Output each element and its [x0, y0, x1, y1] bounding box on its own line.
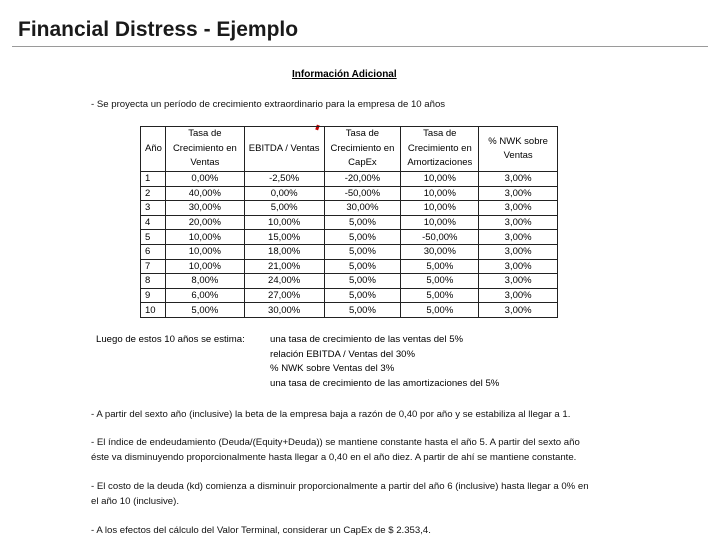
- cell-ebitda-sales: 27,00%: [244, 288, 324, 303]
- assumption-item: % NWK sobre Ventas del 3%: [270, 363, 395, 374]
- header-capex-growth: Tasa de Crecimiento en CapEx: [324, 127, 401, 172]
- cell-nwk-sales: 3,00%: [479, 186, 558, 201]
- cell-sales-growth: 6,00%: [165, 288, 244, 303]
- cell-sales-growth: 10,00%: [165, 244, 244, 259]
- note-kd-1: - El costo de la deuda (kd) comienza a disminuir proporcionalmente a partir del año 6 (inclusive) hasta llegar a 0% en: [91, 481, 589, 492]
- title-divider: [12, 46, 708, 47]
- cell-amort-growth: 10,00%: [401, 172, 479, 187]
- cell-nwk-sales: 3,00%: [479, 172, 558, 187]
- header-ebitda-sales: EBITDA / Ventas: [244, 127, 324, 172]
- cell-year: 3: [141, 201, 166, 216]
- cell-ebitda-sales: 21,00%: [244, 259, 324, 274]
- cell-amort-growth: 5,00%: [401, 303, 479, 318]
- cell-nwk-sales: 3,00%: [479, 230, 558, 245]
- note-beta: - A partir del sexto año (inclusive) la beta de la empresa baja a razón de 0,40 por año y se estabiliza al llegar a 1.: [91, 409, 571, 420]
- cell-nwk-sales: 3,00%: [479, 303, 558, 318]
- cell-amort-growth: 30,00%: [401, 244, 479, 259]
- section-heading: Información Adicional: [292, 69, 397, 80]
- cell-ebitda-sales: 30,00%: [244, 303, 324, 318]
- table-row: [141, 230, 558, 245]
- slide-title: Financial Distress - Ejemplo: [18, 18, 299, 41]
- cell-sales-growth: 10,00%: [165, 259, 244, 274]
- cell-capex-growth: 5,00%: [324, 215, 401, 230]
- cell-amort-growth: 10,00%: [401, 201, 479, 216]
- cell-nwk-sales: 3,00%: [479, 274, 558, 289]
- cell-ebitda-sales: 10,00%: [244, 215, 324, 230]
- cell-nwk-sales: 3,00%: [479, 244, 558, 259]
- cell-capex-growth: 5,00%: [324, 303, 401, 318]
- assumption-item: una tasa de crecimiento de las ventas del 5%: [270, 334, 464, 345]
- cell-sales-growth: 0,00%: [165, 172, 244, 187]
- table-row: [141, 303, 558, 318]
- table-row: [141, 274, 558, 289]
- table-row: [141, 201, 558, 216]
- cell-amort-growth: 5,00%: [401, 259, 479, 274]
- assumptions-list: [270, 333, 499, 391]
- cell-ebitda-sales: 5,00%: [244, 201, 324, 216]
- cell-amort-growth: -50,00%: [401, 230, 479, 245]
- cell-amort-growth: 5,00%: [401, 288, 479, 303]
- table-row: [141, 186, 558, 201]
- cell-capex-growth: 5,00%: [324, 244, 401, 259]
- cell-ebitda-sales: 24,00%: [244, 274, 324, 289]
- cell-capex-growth: -20,00%: [324, 172, 401, 187]
- cell-year: 2: [141, 186, 166, 201]
- cell-year: 5: [141, 230, 166, 245]
- assumptions-label: Luego de estos 10 años se estima:: [96, 334, 245, 345]
- cell-nwk-sales: 3,00%: [479, 215, 558, 230]
- cell-capex-growth: 5,00%: [324, 274, 401, 289]
- note-kd-2: el año 10 (inclusive).: [91, 496, 179, 507]
- table-header-row: [141, 127, 558, 172]
- cell-nwk-sales: 3,00%: [479, 259, 558, 274]
- table-row: [141, 215, 558, 230]
- cell-capex-growth: 5,00%: [324, 259, 401, 274]
- cell-year: 1: [141, 172, 166, 187]
- cell-sales-growth: 20,00%: [165, 215, 244, 230]
- header-amort-growth: Tasa de Crecimiento en Amortizaciones: [401, 127, 479, 172]
- table-row: [141, 288, 558, 303]
- cell-amort-growth: 5,00%: [401, 274, 479, 289]
- cell-ebitda-sales: -2,50%: [244, 172, 324, 187]
- cell-amort-growth: 10,00%: [401, 215, 479, 230]
- cell-year: 4: [141, 215, 166, 230]
- table-row: [141, 244, 558, 259]
- cell-capex-growth: 5,00%: [324, 288, 401, 303]
- header-year: Año: [141, 127, 166, 172]
- note-leverage-1: - El índice de endeudamiento (Deuda/(Equity+Deuda)) se mantiene constante hasta el año 5. A partir del sexto año: [91, 437, 580, 448]
- cell-sales-growth: 8,00%: [165, 274, 244, 289]
- cell-year: 7: [141, 259, 166, 274]
- cell-capex-growth: 30,00%: [324, 201, 401, 216]
- cell-year: 8: [141, 274, 166, 289]
- cell-nwk-sales: 3,00%: [479, 288, 558, 303]
- cell-sales-growth: 30,00%: [165, 201, 244, 216]
- cell-year: 10: [141, 303, 166, 318]
- cell-year: 9: [141, 288, 166, 303]
- cell-ebitda-sales: 15,00%: [244, 230, 324, 245]
- header-nwk-sales: % NWK sobre Ventas: [479, 127, 558, 172]
- assumption-item: una tasa de crecimiento de las amortizaciones del 5%: [270, 377, 500, 389]
- cell-sales-growth: 10,00%: [165, 230, 244, 245]
- cell-capex-growth: -50,00%: [324, 186, 401, 201]
- cell-year: 6: [141, 244, 166, 259]
- header-sales-growth: Tasa de Crecimiento en Ventas: [165, 127, 244, 172]
- note-leverage-2: éste va disminuyendo proporcionalmente hasta llegar a 0,40 en el año diez. A partir de ahí se mantiene constante.: [91, 452, 577, 463]
- cell-ebitda-sales: 18,00%: [244, 244, 324, 259]
- cell-sales-growth: 5,00%: [165, 303, 244, 318]
- cell-ebitda-sales: 0,00%: [244, 186, 324, 201]
- cell-sales-growth: 40,00%: [165, 186, 244, 201]
- note-terminal-value: - A los efectos del cálculo del Valor Terminal, considerar un CapEx de $ 2.353,4.: [91, 525, 431, 536]
- projection-table: [140, 126, 558, 318]
- intro-text: - Se proyecta un período de crecimiento extraordinario para la empresa de 10 años: [91, 99, 446, 110]
- table-row: [141, 259, 558, 274]
- table-row: [141, 172, 558, 187]
- cell-capex-growth: 5,00%: [324, 230, 401, 245]
- cell-amort-growth: 10,00%: [401, 186, 479, 201]
- assumption-item: relación EBITDA / Ventas del 30%: [270, 348, 416, 360]
- cell-nwk-sales: 3,00%: [479, 201, 558, 216]
